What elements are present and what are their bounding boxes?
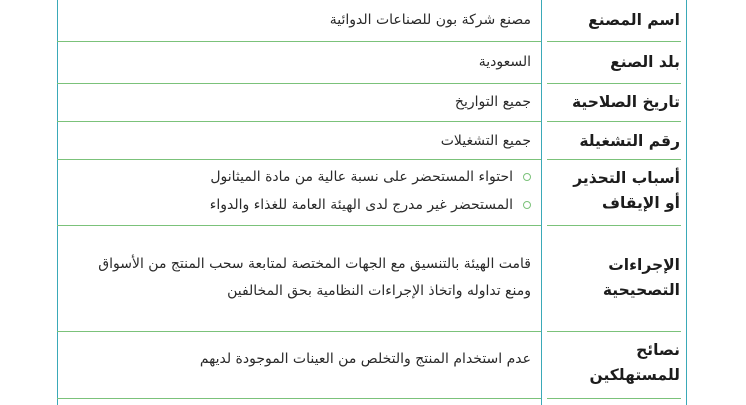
row-divider — [547, 121, 681, 122]
value-batch-text: جميع التشغيلات — [440, 132, 531, 149]
label-advice — [548, 333, 680, 393]
value-warning — [68, 161, 531, 221]
list-item — [68, 191, 531, 219]
row-divider — [57, 225, 541, 226]
label-warning-line2: أو الإيقاف — [602, 194, 680, 212]
label-manufacturer — [548, 0, 680, 40]
row-divider — [57, 41, 541, 42]
row-divider — [57, 121, 541, 122]
bullet-circle-icon — [523, 173, 531, 181]
value-expiry — [68, 85, 531, 120]
row-divider — [57, 159, 541, 160]
row-divider — [547, 331, 681, 332]
label-warning — [548, 161, 680, 221]
row-divider — [57, 83, 541, 84]
label-batch-text: رقم التشغيلة — [579, 131, 680, 150]
label-actions — [548, 228, 680, 328]
row-divider — [547, 159, 681, 160]
row-divider — [547, 225, 681, 226]
value-country — [68, 43, 531, 81]
label-expiry — [548, 85, 680, 120]
label-country — [548, 43, 680, 81]
actions-paragraph: قامت الهيئة بالتنسيق مع الجهات المختصة لمتابعة سحب المنتج من الأسواق ومنع تداوله واتخاذ الإجراءات النظامية بحق المخالفين — [98, 256, 531, 299]
warning-item-text: المستحضر غير مدرج لدى الهيئة العامة للغذاء والدواء — [209, 197, 513, 213]
label-actions-line1: الإجراءات — [608, 256, 680, 274]
label-advice-line2: للمستهلكين — [589, 366, 680, 384]
value-manufacturer-text: مصنع شركة بون للصناعات الدوائية — [329, 11, 531, 28]
value-country-text: السعودية — [478, 53, 531, 70]
label-batch — [548, 123, 680, 159]
bullet-circle-icon — [523, 201, 531, 209]
row-divider — [57, 331, 541, 332]
row-divider — [547, 398, 681, 399]
list-item — [68, 163, 531, 191]
label-country-text: بلد الصنع — [610, 52, 680, 71]
value-advice — [68, 333, 531, 385]
value-batch — [68, 123, 531, 159]
label-advice-line1: نصائح — [636, 341, 680, 359]
value-expiry-text: جميع التواريخ — [454, 94, 531, 110]
row-divider — [57, 398, 541, 399]
value-manufacturer — [68, 0, 531, 40]
warning-item-text: احتواء المستحضر على نسبة عالية من مادة الميثانول — [210, 169, 513, 185]
label-manufacturer-text: اسم المصنع — [588, 10, 680, 29]
row-divider — [547, 41, 681, 42]
label-expiry-text: تاريخ الصلاحية — [571, 93, 680, 111]
label-warning-line1: أسباب التحذير — [573, 169, 680, 187]
warning-list — [68, 163, 531, 219]
advice-text: عدم استخدام المنتج والتخلص من العينات الموجودة لديهم — [199, 350, 531, 367]
value-actions — [68, 228, 531, 328]
row-divider — [547, 83, 681, 84]
label-actions-line2: التصحيحية — [602, 281, 680, 299]
